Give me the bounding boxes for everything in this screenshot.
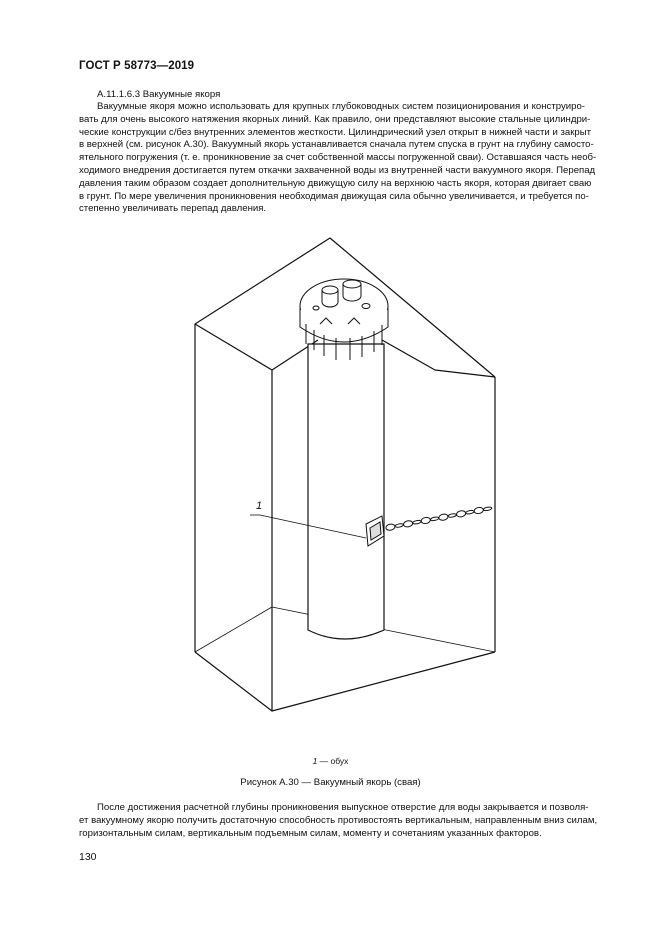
text-line: горизонтальным силам, вертикальным подъемным силам, моменту и сочетаниям указанных факторов. (79, 827, 542, 839)
chain-link (430, 516, 439, 521)
chain-link (456, 510, 466, 518)
suction-anchor-figure (180, 232, 520, 712)
section-title: А.11.1.6.3 Вакуумные якоря (97, 89, 221, 100)
callout-label: 1 (256, 500, 263, 512)
paragraph-after-penetration (79, 802, 598, 840)
text-line: в грунт. По мере увеличения проникновения необходимая движущая сила обычно увеличивается, и требуется по- (79, 190, 589, 202)
chain-link (412, 520, 421, 525)
chain-link (395, 523, 404, 528)
paragraph-vacuum-anchors (79, 101, 597, 216)
soil-surface-cutout (382, 340, 495, 377)
text-line: ходимого внедрения достигается путем откачки захваченной воды из внутренней части вакуумного якоря. Перепад (79, 164, 596, 176)
text-line: степенно увеличивать перепад давления. (79, 203, 267, 215)
text-line: ет вакуумному якорю получить достаточную способность противостоять вертикальным, направленным вниз силам, (79, 814, 598, 826)
chain-link (421, 517, 431, 525)
text-line: вать для очень высокого натяжения якорных линий. Как правило, они представляют высокие стальные цилиндри- (79, 113, 591, 125)
text-line: ческие конструкции с/без внутренних элементов жесткости. Цилиндрический узел открыт в нижней части и закрыт (79, 126, 592, 138)
figure-caption: Рисунок А.30 — Вакуумный якорь (свая) (240, 777, 421, 788)
chain-link (474, 507, 484, 515)
soil-surface-cutout (195, 324, 318, 370)
text-line: После достижения расчетной глубины проникновения выпускное отверстие для воды закрывается и позволя- (97, 802, 589, 813)
figure-legend (0, 756, 661, 766)
text-line: в верхней (см. рисунок А.30). Вакуумный якорь устанавливается сначала путем спуска в грунт на глубину самосто- (79, 139, 594, 151)
chain-link (403, 520, 413, 528)
mooring-chain (385, 506, 492, 531)
text-line: ятельного погружения (т. е. проникновение за счет собственной массы погруженной сваи). Оставшаяся часть необ- (79, 152, 597, 164)
text-line: давления таким образом создает дополнительную движущую силу на верхнюю часть якоря, которая двигает сваю (79, 177, 592, 189)
soil-block-bottom-edge (195, 652, 495, 711)
chain-link (465, 510, 474, 515)
page-number: 130 (79, 851, 97, 863)
chain-link (483, 506, 492, 511)
document-header: ГОСТ Р 58773—2019 (79, 60, 195, 72)
chain-link (448, 513, 457, 518)
chain-link (438, 513, 448, 521)
anchor-cylinder (308, 344, 384, 639)
legend-text: — обух (317, 756, 349, 766)
chain-link (385, 523, 395, 531)
text-line: Вакуумные якоря можно использовать для крупных глубоководных систем позиционирования и конструиро- (97, 101, 585, 112)
legend-number: 1 (312, 756, 318, 766)
